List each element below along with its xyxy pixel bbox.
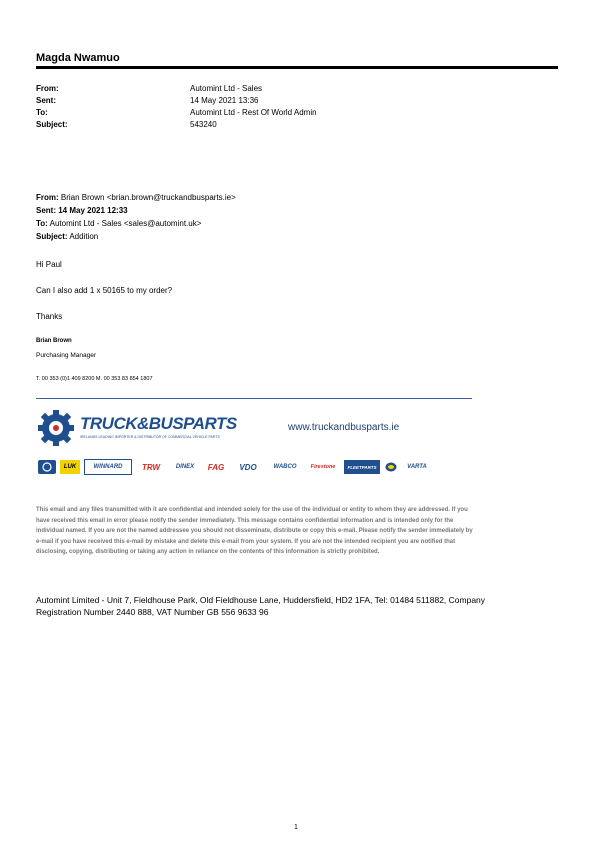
brand-luk: LUK: [60, 460, 80, 474]
brand-vdo: VDO: [239, 462, 257, 472]
brand-wabco: WABCO: [273, 464, 297, 470]
brand-firestone: Firestone: [310, 464, 336, 470]
from-label: From:: [36, 84, 59, 93]
brand-trw: TRW: [141, 462, 161, 472]
sent-value: 14 May 2021 13:36: [190, 96, 259, 105]
signature-name: Brian Brown: [36, 338, 72, 344]
signature-divider: [36, 398, 472, 399]
gear-icon: [38, 410, 74, 446]
fwd-from-link[interactable]: Brian Brown <brian.brown@truckandbusparts.ie>: [60, 193, 236, 202]
signature-phone: T. 00 353 (0)1 409 8200 M. 00 353 83 854 1807: [36, 376, 153, 382]
bosch-icon: [38, 460, 56, 474]
legal-disclaimer: This email and any files transmitted with it are confidential and intended solely for the use of the individual or entity to whom they are addressed. If you have received this email in error please notify the sender immediately. This message contains confidential information and is intended only for the individual named. If you are not the named addressee you should not disseminate, distribute or copy this e-mail. Please notify the sender immediately by e-mail if you have received this e-mail by mistake and delete this e-mail from your system. If you are not the intended recipient you are notified that disclosing, copying, distributing or taking any action in reliance on the contents of this information is strictly prohibited.: [36, 507, 473, 555]
logo-tagline: IRELANDS LEADING IMPORTER & DISTRIBUTOR OF COMMERCIAL VEHICLE PARTS: [80, 435, 220, 439]
brand-winnard: WINNARD: [84, 459, 132, 475]
brand-fleetparts: FLEETPARTS: [344, 460, 380, 474]
fwd-from: From: Brian Brown <brian.brown@truckandbusparts.ie>: [36, 193, 236, 202]
fwd-sent: Sent: 14 May 2021 12:33: [36, 206, 128, 215]
company-logo: [38, 408, 237, 448]
sent-label: Sent:: [36, 96, 56, 105]
brand-strip: [38, 458, 472, 476]
to-label: To:: [36, 108, 48, 117]
signature-title: Purchasing Manager: [36, 352, 96, 359]
thanks: Thanks: [36, 312, 63, 321]
mailbox-owner: Magda Nwamuo: [36, 52, 120, 64]
to-value: Automint Ltd - Rest Of World Admin: [190, 108, 317, 117]
from-value: Automint Ltd - Sales: [190, 84, 263, 93]
fwd-subject: Subject: Addition: [36, 232, 99, 241]
website-link[interactable]: www.truckandbusparts.ie: [288, 422, 400, 433]
page-number: 1: [294, 824, 298, 831]
greeting: Hi Paul: [36, 260, 62, 269]
body-line: Can I also add 1 x 50165 to my order?: [36, 286, 173, 295]
brand-fag: FAG: [207, 462, 225, 472]
fwd-to-link[interactable]: Automint Ltd - Sales <sales@automint.uk>: [49, 219, 202, 228]
brand-dinex: DINEX: [175, 464, 195, 470]
logo-wordmark: TRUCK&BUSPARTS: [80, 414, 237, 433]
subject-label: Subject:: [36, 120, 68, 129]
fwd-to: To: Automint Ltd - Sales <sales@automint.uk>: [36, 219, 202, 228]
brand-varta: VARTA: [407, 464, 427, 470]
subject-value: 543240: [190, 120, 217, 129]
header-rule: [36, 66, 558, 69]
hella-icon: [384, 460, 398, 474]
company-footer: Automint Limited - Unit 7, Fieldhouse Park, Old Fieldhouse Lane, Huddersfield, HD2 1FA, Tel: 01484 511882, Company Registration Number 2440 888, VAT Number GB 556 9633 96: [36, 595, 486, 617]
